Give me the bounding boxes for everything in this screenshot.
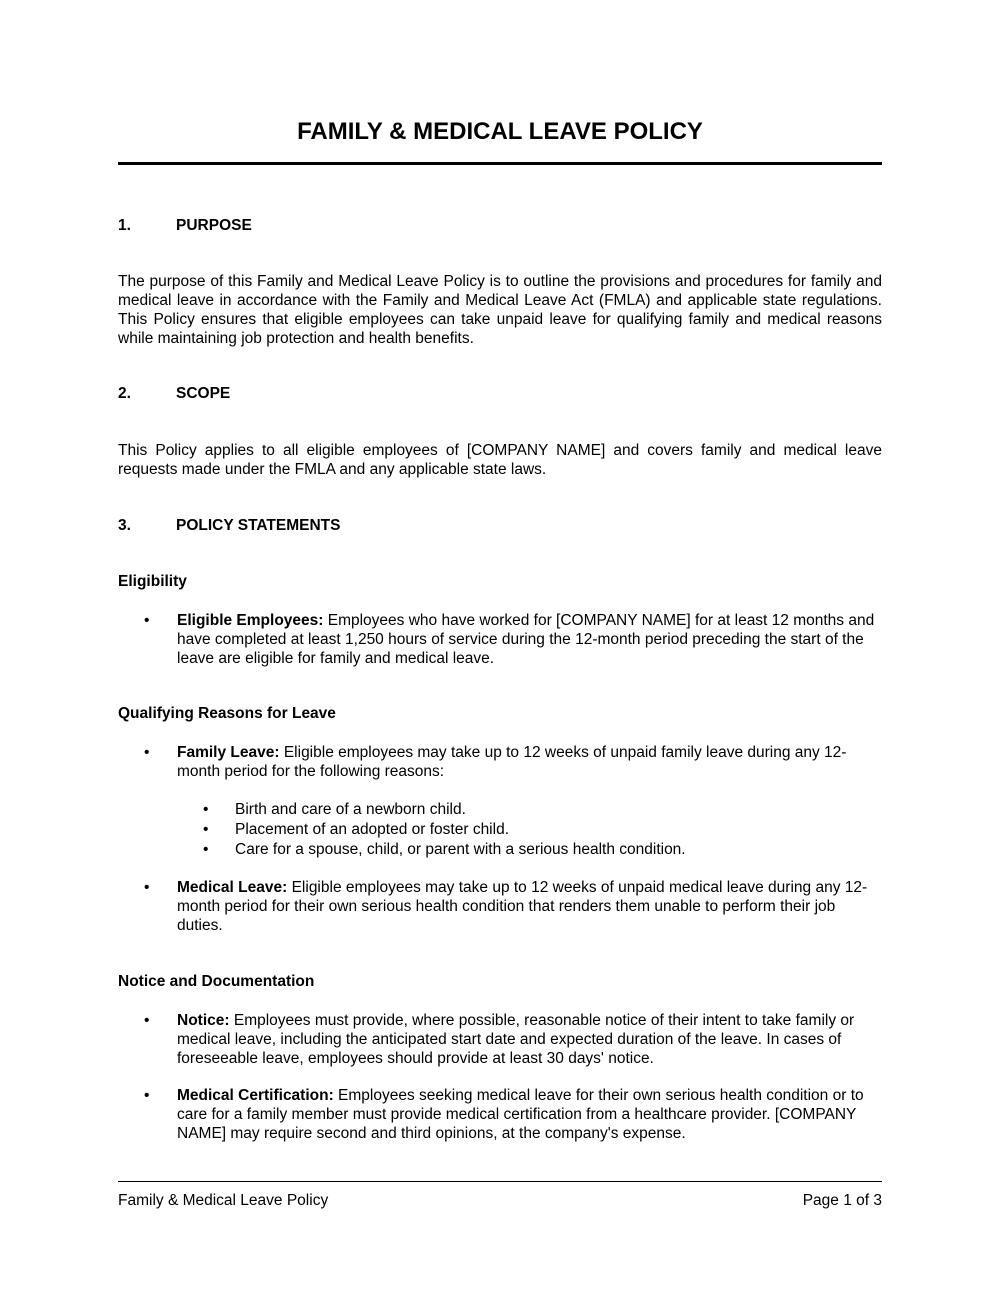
item-text: Eligible employees may take up to 12 weeks of unpaid medical leave during any 12-month period for their own serious health condition that renders them unable to perform their job duties.: [177, 879, 868, 934]
list-item: [118, 743, 882, 781]
bullet-icon: •: [144, 879, 150, 896]
item-text: Eligible employees may take up to 12 weeks of unpaid family leave during any 12-month period for the following reasons:: [177, 744, 847, 780]
item-text: Employees seeking medical leave for their own serious health condition or to care for a family member must provide medical certification from a healthcare provider. [COMPANY NAME] may require second and third opinions, at the company's expense.: [177, 1087, 864, 1142]
title-divider: [118, 162, 882, 165]
bullet-icon: •: [203, 821, 209, 838]
scope-paragraph: This Policy applies to all eligible employees of [COMPANY NAME] and covers family and medical leave requests made under the FMLA and any applicable state laws.: [118, 442, 882, 478]
section-number: 2.: [118, 385, 131, 402]
sub-list-item: [118, 840, 882, 859]
item-text: Employees must provide, where possible, reasonable notice of their intent to take family or medical leave, including the anticipated start date and expected duration of the leave. In cases of foreseeable leave, employees should provide at least 30 days' notice.: [177, 1012, 855, 1067]
bullet-icon: •: [203, 841, 209, 858]
reason-text: Birth and care of a newborn child.: [235, 801, 466, 818]
list-item: [118, 611, 882, 668]
list-item: [118, 1011, 882, 1068]
subheading-notice-documentation: Notice and Documentation: [118, 973, 315, 990]
bullet-icon: •: [203, 801, 209, 818]
page-footer: [118, 1191, 882, 1210]
section-number: 1.: [118, 217, 131, 234]
bullet-icon: •: [144, 744, 150, 761]
section-heading-policy-statements: [118, 516, 882, 535]
list-item: [118, 1086, 882, 1143]
subheading-eligibility: Eligibility: [118, 573, 187, 590]
sub-list-item: [118, 820, 882, 839]
section-heading-purpose: [118, 216, 882, 235]
item-label: Medical Leave:: [177, 879, 288, 896]
document-page: [118, 0, 882, 1290]
reason-text: Placement of an adopted or foster child.: [235, 821, 509, 838]
document-title: FAMILY & MEDICAL LEAVE POLICY: [297, 118, 703, 145]
item-label: Eligible Employees:: [177, 612, 324, 629]
bullet-icon: •: [144, 612, 150, 629]
section-number: 3.: [118, 517, 131, 534]
section-title: PURPOSE: [176, 217, 252, 234]
footer-divider: [118, 1181, 882, 1182]
item-label: Medical Certification:: [177, 1087, 334, 1104]
bullet-icon: •: [144, 1087, 150, 1104]
item-text: Employees who have worked for [COMPANY NAME] for at least 12 months and have completed at least 1,250 hours of service during the 12-month period preceding the start of the leave are eligible for family and medical leave.: [177, 612, 875, 667]
reason-text: Care for a spouse, child, or parent with a serious health condition.: [235, 841, 686, 858]
section-heading-scope: [118, 384, 882, 403]
purpose-paragraph: The purpose of this Family and Medical Leave Policy is to outline the provisions and procedures for family and medical leave in accordance with the Family and Medical Leave Act (FMLA) and applicable state regulations. This Policy ensures that eligible employees can take unpaid leave for qualifying family and medical reasons while maintaining job protection and health benefits.: [118, 273, 882, 347]
section-title: SCOPE: [176, 385, 231, 402]
list-item: [118, 878, 882, 935]
item-label: Notice:: [177, 1012, 230, 1029]
subheading-qualifying-reasons: Qualifying Reasons for Leave: [118, 705, 336, 722]
footer-document-title: Family & Medical Leave Policy: [118, 1192, 329, 1209]
sub-list-item: [118, 800, 882, 819]
item-label: Family Leave:: [177, 744, 280, 761]
bullet-icon: •: [144, 1012, 150, 1029]
page-number: Page 1 of 3: [802, 1192, 882, 1209]
section-title: POLICY STATEMENTS: [176, 517, 341, 534]
